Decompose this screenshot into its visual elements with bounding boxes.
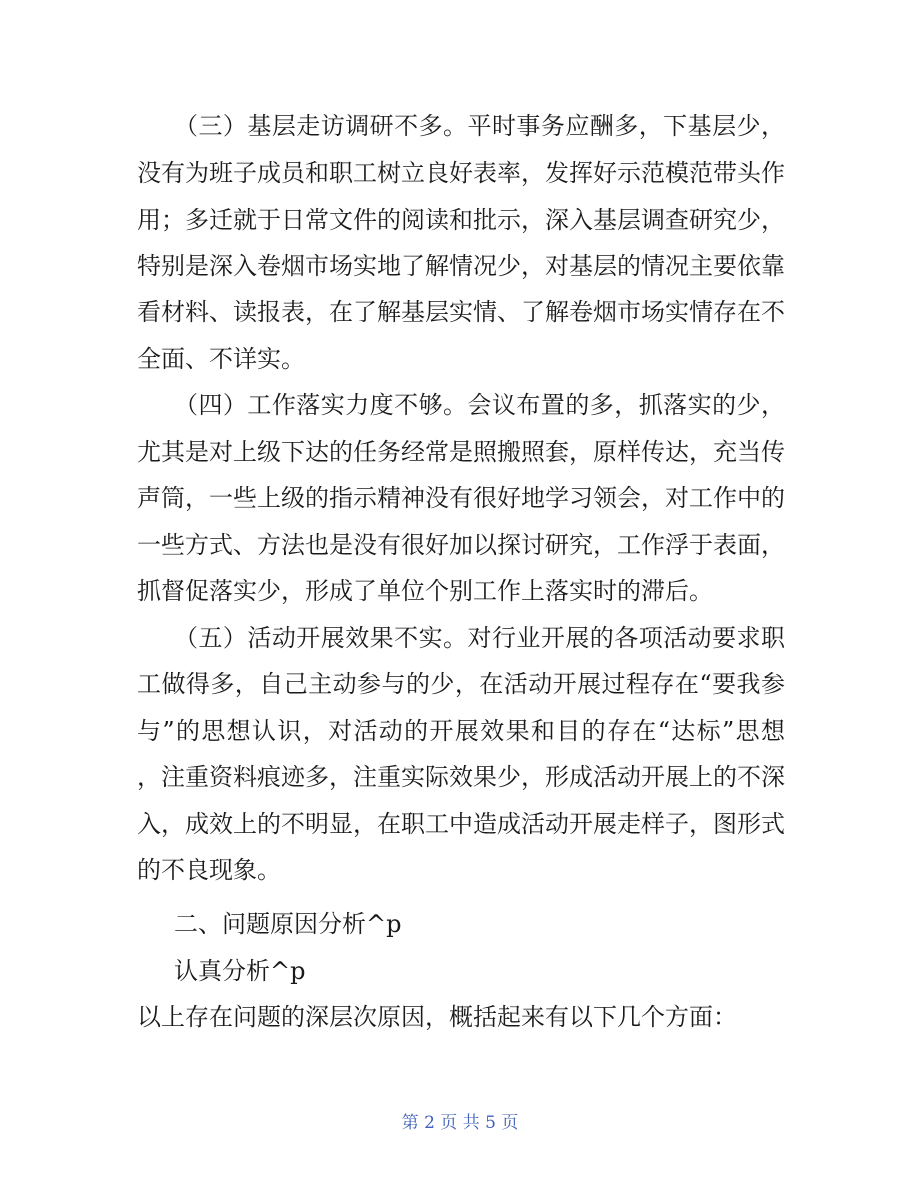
paragraph-line: 与”的思想认识，对活动的开展效果和目的存在“达标”思想 <box>137 717 785 745</box>
paragraph-line: 以上存在问题的深层次原因，概括起来有以下几个方面： <box>137 1003 737 1031</box>
paragraph-line: 用；多迁就于日常文件的阅读和批示，深入基层调查研究少， <box>137 206 785 234</box>
paragraph-line: 尤其是对上级下达的任务经常是照搬照套，原样传达，充当传 <box>137 438 785 466</box>
paragraph-line: （四）工作落实力度不够。会议布置的多，抓落实的少， <box>174 391 785 419</box>
paragraph-line: 入，成效上的不明显，在职工中造成活动开展走样子，图形式 <box>137 810 785 838</box>
paragraph-line: 特别是深入卷烟市场实地了解情况少，对基层的情况主要依靠 <box>137 252 785 280</box>
paragraph-line: 工做得多，自己主动参与的少，在活动开展过程存在“要我参 <box>137 670 785 698</box>
paragraph-line: 全面、不详实。 <box>137 345 305 373</box>
paragraph-line: 声筒，一些上级的指示精神没有很好地学习领会，对工作中的 <box>137 484 785 512</box>
section-heading: 二、问题原因分析^p <box>174 910 402 938</box>
paragraph-line: 没有为班子成员和职工树立良好表率，发挥好示范模范带头作 <box>137 159 785 187</box>
paragraph-line: 一些方式、方法也是没有很好加以探讨研究，工作浮于表面， <box>137 531 785 559</box>
paragraph-line: 的不良现象。 <box>137 856 281 884</box>
paragraph-line: 认真分析^p <box>174 957 306 985</box>
paragraph-line: 抓督促落实少，形成了单位个别工作上落实时的滞后。 <box>137 577 713 605</box>
paragraph-line: 看材料、读报表，在了解基层实情、了解卷烟市场实情存在不 <box>137 298 785 326</box>
paragraph-line: （三）基层走访调研不多。平时事务应酬多，下基层少， <box>174 112 785 140</box>
paragraph-line: （五）活动开展效果不实。对行业开展的各项活动要求职 <box>174 624 785 652</box>
paragraph-line: ，注重资料痕迹多，注重实际效果少，形成活动开展上的不深 <box>137 763 785 791</box>
page-number-footer: 第 2 页 共 5 页 <box>401 1113 519 1133</box>
